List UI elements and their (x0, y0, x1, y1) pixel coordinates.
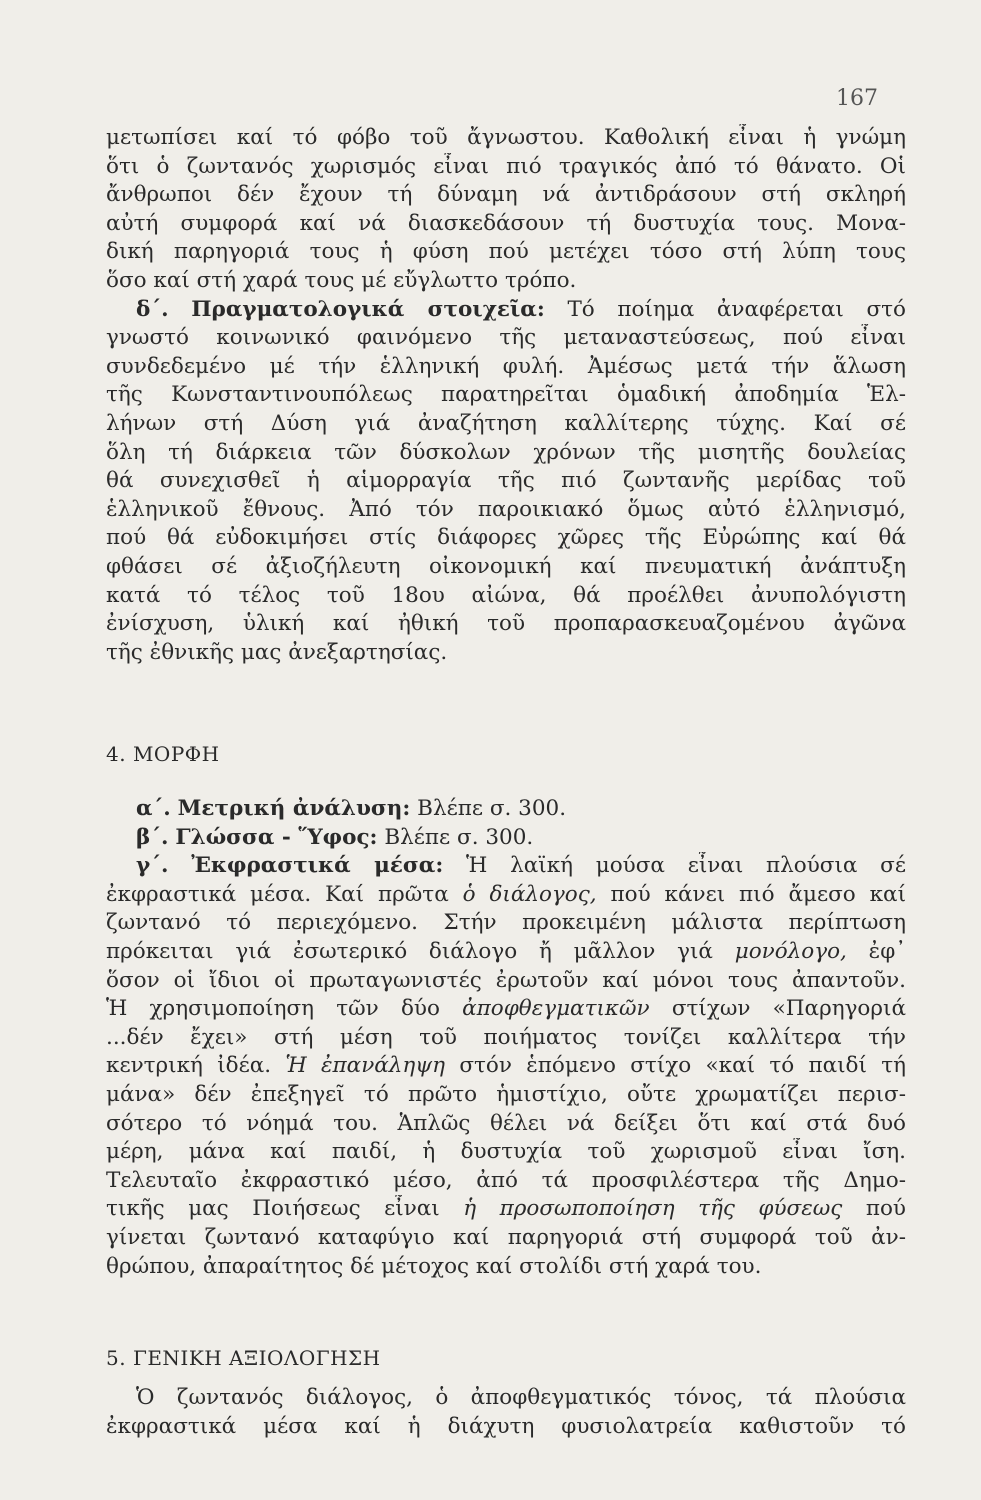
gamma-title: Ἐκφραστικά μέσα: (191, 853, 444, 879)
beta-title: Γλώσσα - Ὕφος: (175, 824, 378, 850)
gamma-label: γ΄. (136, 853, 169, 879)
beta-line (106, 824, 906, 853)
text-line: τῆς ἐθνικῆς μας ἀνεξαρτησίας. (106, 639, 448, 665)
text-line: πού θά εὐδοκιμήσει στίς διάφορες χῶρες τῆς Εὐρώπης καί θά (106, 525, 906, 551)
alpha-label: α΄. (136, 796, 171, 821)
text-span: στίχων «Παρηγοριά (671, 996, 906, 1022)
text-line: σότερο τό νόημά του. Ἁπλῶς θέλει νά δείξει ὅτι καί στά δυό (106, 1110, 906, 1136)
text-span: πού (865, 1196, 906, 1222)
text-line: ἄνθρωποι δέν ἔχουν τή δύναμη νά ἀντιδράσουν στή σκληρή (106, 182, 906, 208)
text-line: λήνων στή Δύση γιά ἀναζήτηση καλλίτερης τύχης. Καί σέ (106, 410, 906, 436)
delta-title: Πραγματολογικά στοιχεῖα: (191, 296, 545, 322)
delta-label: δ΄. (136, 296, 169, 322)
text-span: ἐφ᾽ (868, 938, 906, 964)
italic-term: ἀποφθεγματικῶν (462, 996, 650, 1022)
text-line: ὅσον οἱ ἴδιοι οἱ πρωταγωνιστές ἐρωτοῦν καί μόνοι τους ἀπαντοῦν. (106, 967, 906, 993)
beta-text: Βλέπε σ. 300. (384, 824, 534, 850)
text-span: πρόκειται γιά ἐσωτερικό διάλογο ἤ μᾶλλον γιά (106, 938, 713, 964)
text-line: ὅλη τή διάρκεια τῶν δύσκολων χρόνων τῆς μισητῆς δουλείας (106, 439, 906, 465)
text-line: ἐκφραστικά μέσα καί ἡ διάχυτη φυσιολατρεία καθιστοῦν τό (106, 1413, 906, 1439)
text-span: πού κάνει πιό ἄμεσο καί (610, 881, 906, 907)
beta-label: β΄. (136, 824, 169, 850)
text-line: συνδεδεμένο μέ τήν ἑλληνική φυλή. Ἀμέσως μετά τήν ἅλωση (106, 353, 906, 379)
text-line: θά συνεχισθεῖ ἡ αἱμορραγία τῆς πιό ζωντανῆς μερίδας τοῦ (106, 468, 906, 494)
text-line: ὅτι ὁ ζωντανός χωρισμός εἶναι πιό τραγικός ἀπό τό θάνατο. Οἱ (106, 153, 906, 179)
delta-first-rest: Τό ποίημα ἀναφέρεται στό (567, 296, 906, 322)
text-span: ἐκφραστικά μέσα. Καί πρῶτα (106, 881, 449, 907)
italic-term: Ἡ ἐπανάληψη (285, 1053, 446, 1079)
section-5-body (106, 1384, 906, 1441)
text-line: γνωστό κοινωνικό φαινόμενο τῆς μεταναστεύσεως, πού εἶναι (106, 325, 906, 351)
gamma-line (106, 852, 906, 881)
section-3-continuation (106, 124, 906, 667)
italic-term: μονόλογο, (734, 938, 847, 964)
text-span: τικῆς μας Ποιήσεως εἶναι (106, 1196, 440, 1222)
text-line: Ὁ ζωντανός διάλογος, ὁ ἀποφθεγματικός τόνος, τά πλούσια (136, 1385, 906, 1410)
text-line: φθάσει σέ ἀξιοζήλευτη οἰκονομική καί πνευματική ἀνάπτυξη (106, 553, 906, 579)
section-4-body (106, 795, 906, 1281)
text-line: ἑλληνικοῦ ἔθνους. Ἀπό τόν παροικιακό ὅμως αὐτό ἑλληνισμό, (106, 496, 906, 522)
section-5-heading: 5. ΓΕΝΙΚΗ ΑΞΙΟΛΟΓΗΣΗ (106, 1346, 381, 1370)
text-line (106, 1052, 906, 1081)
text-line: ὅσο καί στή χαρά τους μέ εὔγλωττο τρόπο. (106, 267, 577, 293)
text-line: ...δέν ἔχει» στή μέση τοῦ ποιήματος τονίζει καλλίτερα τήν (106, 1024, 906, 1050)
alpha-line (106, 795, 906, 824)
italic-term: ὁ διάλογος, (462, 881, 597, 907)
text-line (106, 995, 906, 1024)
gamma-first-rest: Ἡ λαϊκή μούσα εἶναι πλούσια σέ (466, 853, 906, 879)
text-line: κατά τό τέλος τοῦ 18ου αἰώνα, θά προέλθει ἀνυπολόγιστη (106, 582, 906, 608)
delta-heading-line (106, 296, 906, 325)
text-line: θρώπου, ἀπαραίτητος δέ μέτοχος καί στολίδι στή χαρά του. (106, 1253, 762, 1279)
text-line: μέρη, μάνα καί παιδί, ἡ δυστυχία τοῦ χωρισμοῦ εἶναι ἴση. (106, 1139, 906, 1165)
text-line: δική παρηγοριά τους ἡ φύση πού μετέχει τόσο στή λύπη τους (106, 239, 906, 265)
text-line: αὐτή συμφορά καί νά διασκεδάσουν τή δυστυχία τους. Μονα- (106, 210, 906, 236)
italic-term: ἡ προσωποποίηση τῆς φύσεως (463, 1196, 843, 1222)
text-span: Ἡ χρησιμοποίηση τῶν δύο (106, 996, 440, 1022)
text-line (106, 938, 906, 967)
section-4-heading: 4. ΜΟΡΦΗ (106, 742, 220, 766)
text-line: τῆς Κωνσταντινουπόλεως παρατηρεῖται ὁμαδική ἀποδημία Ἑλ- (106, 382, 906, 408)
text-line (106, 1195, 906, 1224)
text-line: Τελευταῖο ἐκφραστικό μέσο, ἀπό τά προσφιλέστερα τῆς Δημο- (106, 1167, 906, 1193)
alpha-title: Μετρική ἀνάλυση: (177, 796, 411, 821)
text-line: ζωντανό τό περιεχόμενο. Στήν προκειμένη μάλιστα περίπτωση (106, 910, 906, 936)
text-line: μετωπίσει καί τό φόβο τοῦ ἄγνωστου. Καθολική εἶναι ἡ γνώμη (106, 125, 906, 150)
text-span: στόν ἑπόμενο στίχο «καί τό παιδί τή (459, 1053, 906, 1079)
text-span: κεντρική ἰδέα. (106, 1053, 272, 1079)
text-line: μάνα» δέν ἐπεξηγεῖ τό πρῶτο ἡμιστίχιο, οὔτε χρωματίζει περισ- (106, 1081, 906, 1107)
text-line: γίνεται ζωντανό καταφύγιο καί παρηγοριά στή συμφορά τοῦ ἀν- (106, 1224, 906, 1250)
alpha-text: Βλέπε σ. 300. (417, 796, 567, 821)
text-line: ἐνίσχυση, ὑλική καί ἠθική τοῦ προπαρασκευαζομένου ἀγῶνα (106, 611, 906, 637)
text-line (106, 881, 906, 910)
page-number: 167 (836, 86, 878, 111)
